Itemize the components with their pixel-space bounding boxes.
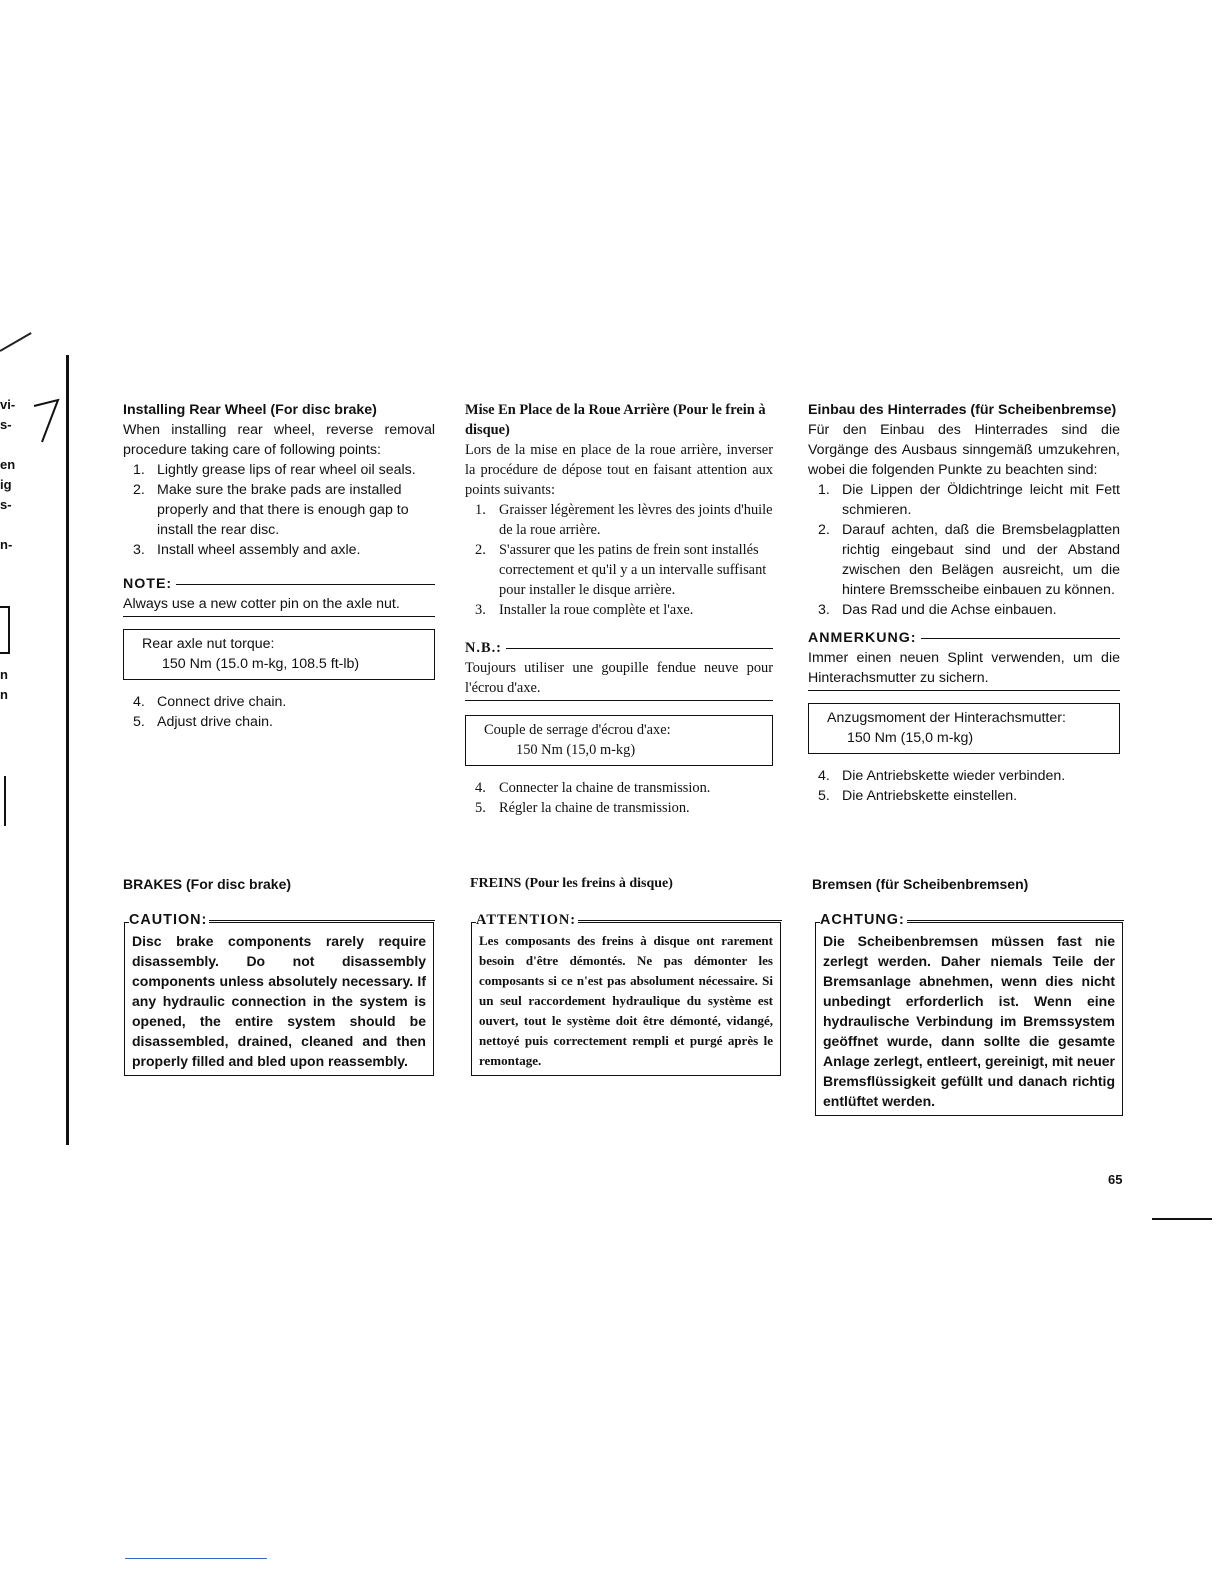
- english-intro: When installing rear wheel, reverse removal procedure taking care of following points:: [123, 422, 435, 458]
- list-item: 2. S'assurer que les patins de frein sont installés correctement et qu'il y a un intervalle suffisant pour installer le disque arrière.: [475, 542, 767, 598]
- english-torque-box: [123, 629, 435, 680]
- english-steps-continued: [123, 692, 435, 732]
- margin-fragment: en: [0, 457, 16, 472]
- english-caution-box: [124, 912, 434, 1076]
- german-note-heading: ANMERKUNG:: [808, 628, 1120, 648]
- list-item: 2. Make sure the brake pads are installed properly and that there is enough gap to install the rear disc.: [133, 482, 409, 538]
- margin-fragment: s-: [0, 417, 12, 432]
- french-heading: Mise En Place de la Roue Arrière (Pour le frein à disque): [465, 402, 766, 438]
- page-number: 65: [1108, 1172, 1123, 1187]
- french-intro: Lors de la mise en place de la roue arrière, inverser la procédure de dépose tout en faisant attention aux points suivants:: [465, 442, 773, 498]
- caution-heading: CAUTION:: [129, 912, 435, 928]
- german-column: [808, 400, 1120, 806]
- english-caution-text: Disc brake components rarely require disassembly. Do not disassembly components unless absolutely necessary. If any hydraulic connection in the system is opened, the entire system should be disassembled, drained, cleaned and then properly filled and bled upon reassembly.: [132, 933, 426, 1069]
- caution-heading: ATTENTION:: [476, 912, 782, 929]
- french-caution-box: [471, 912, 781, 1076]
- torque-label: Anzugsmoment der Hinterachsmutter:: [827, 710, 1066, 726]
- list-item: 3. Das Rad und die Achse einbauen.: [818, 602, 1057, 618]
- german-steps-continued: [808, 766, 1120, 806]
- margin-fragment: s-: [0, 497, 12, 512]
- list-item: 1. Graisser légèrement les lèvres des joints d'huile de la roue arrière.: [475, 502, 773, 538]
- german-intro: Für den Einbau des Hinterrades sind die Vorgänge des Ausbaus sinngemäß umzukehren, wobei die folgenden Punkte zu beachten sind:: [808, 422, 1120, 478]
- french-brakes-title: FREINS (Pour les freins à disque): [470, 876, 673, 891]
- german-heading: Einbau des Hinterrades (für Scheibenbremse): [808, 402, 1117, 418]
- english-column: [123, 400, 435, 732]
- list-item: 3. Install wheel assembly and axle.: [133, 542, 361, 558]
- caution-heading: ACHTUNG:: [820, 912, 1124, 928]
- list-item: 2. Darauf achten, daß die Bremsbelagplatten richtig eingebaut sind und der Abstand zwischen den Belägen ausreicht, um die hintere Bremsscheibe einbauen zu können.: [818, 522, 1120, 598]
- german-steps: [808, 480, 1120, 620]
- list-item: 5. Régler la chaine de transmission.: [475, 800, 690, 816]
- corner-mark: [0, 332, 32, 352]
- torque-label: Couple de serrage d'écrou d'axe:: [484, 722, 671, 738]
- list-item: 1. Die Lippen der Öldichtringe leicht mit Fett schmieren.: [818, 482, 1120, 518]
- binding-edge-line: [66, 355, 69, 1145]
- english-heading: Installing Rear Wheel (For disc brake): [123, 402, 377, 418]
- margin-fragment: n: [0, 687, 8, 702]
- list-item: 4. Connect drive chain.: [133, 694, 287, 710]
- margin-bar: [4, 776, 6, 826]
- list-item: 5. Adjust drive chain.: [133, 714, 273, 730]
- french-column: [465, 400, 773, 818]
- french-torque-box: [465, 715, 773, 766]
- list-item: 1. Lightly grease lips of rear wheel oil seals.: [133, 462, 416, 478]
- handwritten-seven-mark: [28, 392, 68, 452]
- german-note-text: Immer einen neuen Splint verwenden, um die Hinterachsmutter zu sichern.: [808, 648, 1120, 691]
- torque-label: Rear axle nut torque:: [142, 636, 275, 652]
- english-steps: [123, 460, 435, 560]
- french-caution-text: Les composants des freins à disque ont rarement besoin d'être démontés. Ne pas démonter les composants si ce n'est pas absolument nécessaire. Si un seul raccordement hydraulique du système est ouvert, tout le système doit être démonté, vidangé, nettoyé puis correctement rempli et purgé après le remontage.: [479, 933, 773, 1068]
- list-item: 4. Die Antriebskette wieder verbinden.: [818, 768, 1066, 784]
- french-note-heading: N.B.:: [465, 638, 773, 658]
- torque-value: 150 Nm (15.0 m-kg, 108.5 ft-lb): [162, 656, 360, 672]
- list-item: 5. Die Antriebskette einstellen.: [818, 788, 1018, 804]
- bottom-left-rule: [125, 1558, 267, 1559]
- english-brakes-title: BRAKES (For disc brake): [123, 876, 292, 892]
- german-brakes-title: Bremsen (für Scheibenbremsen): [812, 876, 1029, 892]
- margin-fragment: ig: [0, 477, 12, 492]
- french-steps: [465, 500, 773, 620]
- french-steps-continued: [465, 778, 773, 818]
- french-note-text: Toujours utiliser une goupille fendue neuve pour l'écrou d'axe.: [465, 658, 773, 701]
- margin-fragment: vi-: [0, 397, 16, 412]
- list-item: 3. Installer la roue complète et l'axe.: [475, 602, 694, 618]
- torque-value: 150 Nm (15,0 m-kg): [516, 742, 636, 758]
- bottom-right-rule: [1152, 1218, 1212, 1220]
- margin-fragment: n-: [0, 537, 13, 552]
- german-caution-text: Die Scheibenbremsen müssen fast nie zerlegt werden. Daher niemals Teile der Bremsanlage abnehmen, wenn dies nicht unbedingt erforderlich ist. Wenn eine hydraulische Verbindung im Bremssystem geöffnet wurde, dann sollte die gesamte Anlage zerlegt, entleert, gereinigt, mit neuer Bremsflüssigkeit gefüllt und danach richtig entlüftet werden.: [823, 933, 1115, 1109]
- english-note-heading: NOTE:: [123, 574, 435, 594]
- torque-value: 150 Nm (15,0 m-kg): [847, 730, 974, 746]
- german-caution-box: [815, 912, 1123, 1116]
- english-note-text: Always use a new cotter pin on the axle nut.: [123, 594, 435, 617]
- german-torque-box: [808, 703, 1120, 754]
- margin-fragments: [0, 395, 20, 705]
- margin-bracket: [0, 606, 10, 654]
- margin-fragment: n: [0, 667, 8, 682]
- list-item: 4. Connecter la chaine de transmission.: [475, 780, 711, 796]
